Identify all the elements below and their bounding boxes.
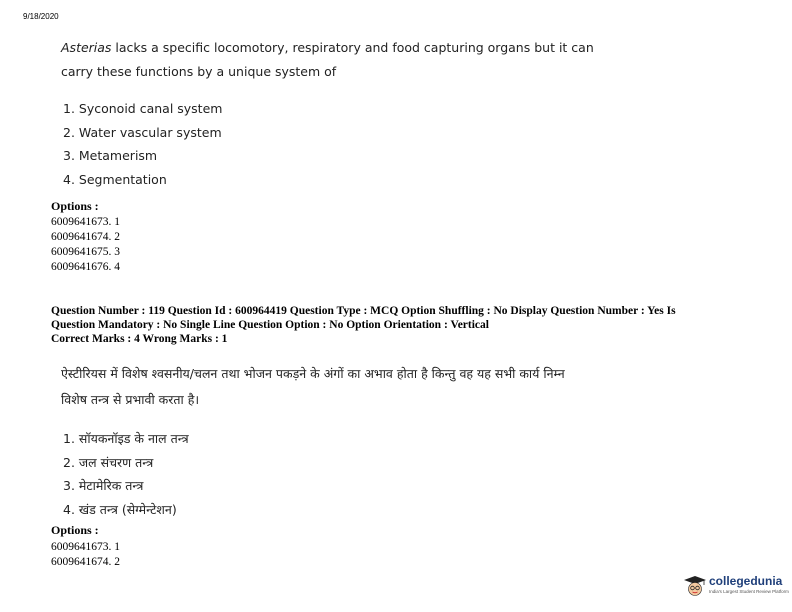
question-2-choice: 3. मेटामेरिक तन्त्र	[63, 478, 144, 493]
marks-line: Correct Marks : 4 Wrong Marks : 1	[51, 333, 228, 345]
metadata-line: Question Number : 119 Question Id : 600964419 Question Type : MCQ Option Shuffling : No Display Question Number : Yes Is	[51, 305, 676, 317]
question-2-choice: 4. खंड तन्त्र (सेग्मेन्टेशन)	[63, 501, 177, 517]
question-2-choices	[63, 427, 189, 521]
question-1-choice: 3. Metamerism	[63, 148, 158, 163]
question-1-choice: 1. Syconoid canal system	[63, 101, 223, 116]
option-id-row: 6009641675. 3	[51, 246, 120, 258]
question-1-stem-italic: Asterias	[61, 40, 112, 55]
print-date: 9/18/2020	[23, 12, 59, 21]
question-2-metadata	[51, 304, 741, 346]
question-2-choice: 2. जल संचरण तन्त्र	[63, 454, 154, 470]
option-id-row: 6009641674. 2	[51, 556, 120, 568]
question-2-choice: 1. सॉयकनॉइड के नाल तन्त्र	[63, 431, 189, 446]
question-1-stem-text: lacks a specific locomotory, respiratory and food capturing organs but it can carry these functions by a unique system of	[61, 40, 594, 79]
question-1-stem	[61, 36, 601, 84]
option-id-row: 6009641674. 2	[51, 231, 120, 243]
question-1-choice: 4. Segmentation	[63, 171, 167, 187]
question-2-options-list	[51, 540, 120, 570]
metadata-line: Question Mandatory : No Single Line Question Option : No Option Orientation : Vertical	[51, 319, 489, 331]
option-id-row: 6009641676. 4	[51, 261, 120, 273]
question-1-choice: 2. Water vascular system	[63, 124, 222, 140]
graduate-mascot-icon	[683, 574, 707, 598]
question-1-options-list	[51, 215, 120, 275]
question-1-choices	[63, 97, 222, 191]
logo-tagline: India's Largest Student Review Platform	[709, 589, 789, 594]
question-2-stem: ऐस्टीरियस में विशेष श्वसनीय/चलन तथा भोजन पकड़ने के अंगों का अभाव होता है किन्तु वह यह सभी कार्य निम्न विशेष तन्त्र से प्रभावी करता है।	[61, 366, 565, 407]
option-id-row: 6009641673. 1	[51, 541, 120, 553]
option-id-row: 6009641673. 1	[51, 216, 120, 228]
question-1-options-label: Options :	[51, 199, 99, 213]
logo-wordmark: collegedunia	[709, 574, 783, 588]
question-2-options-label: Options :	[51, 523, 99, 537]
collegedunia-logo	[683, 572, 789, 602]
